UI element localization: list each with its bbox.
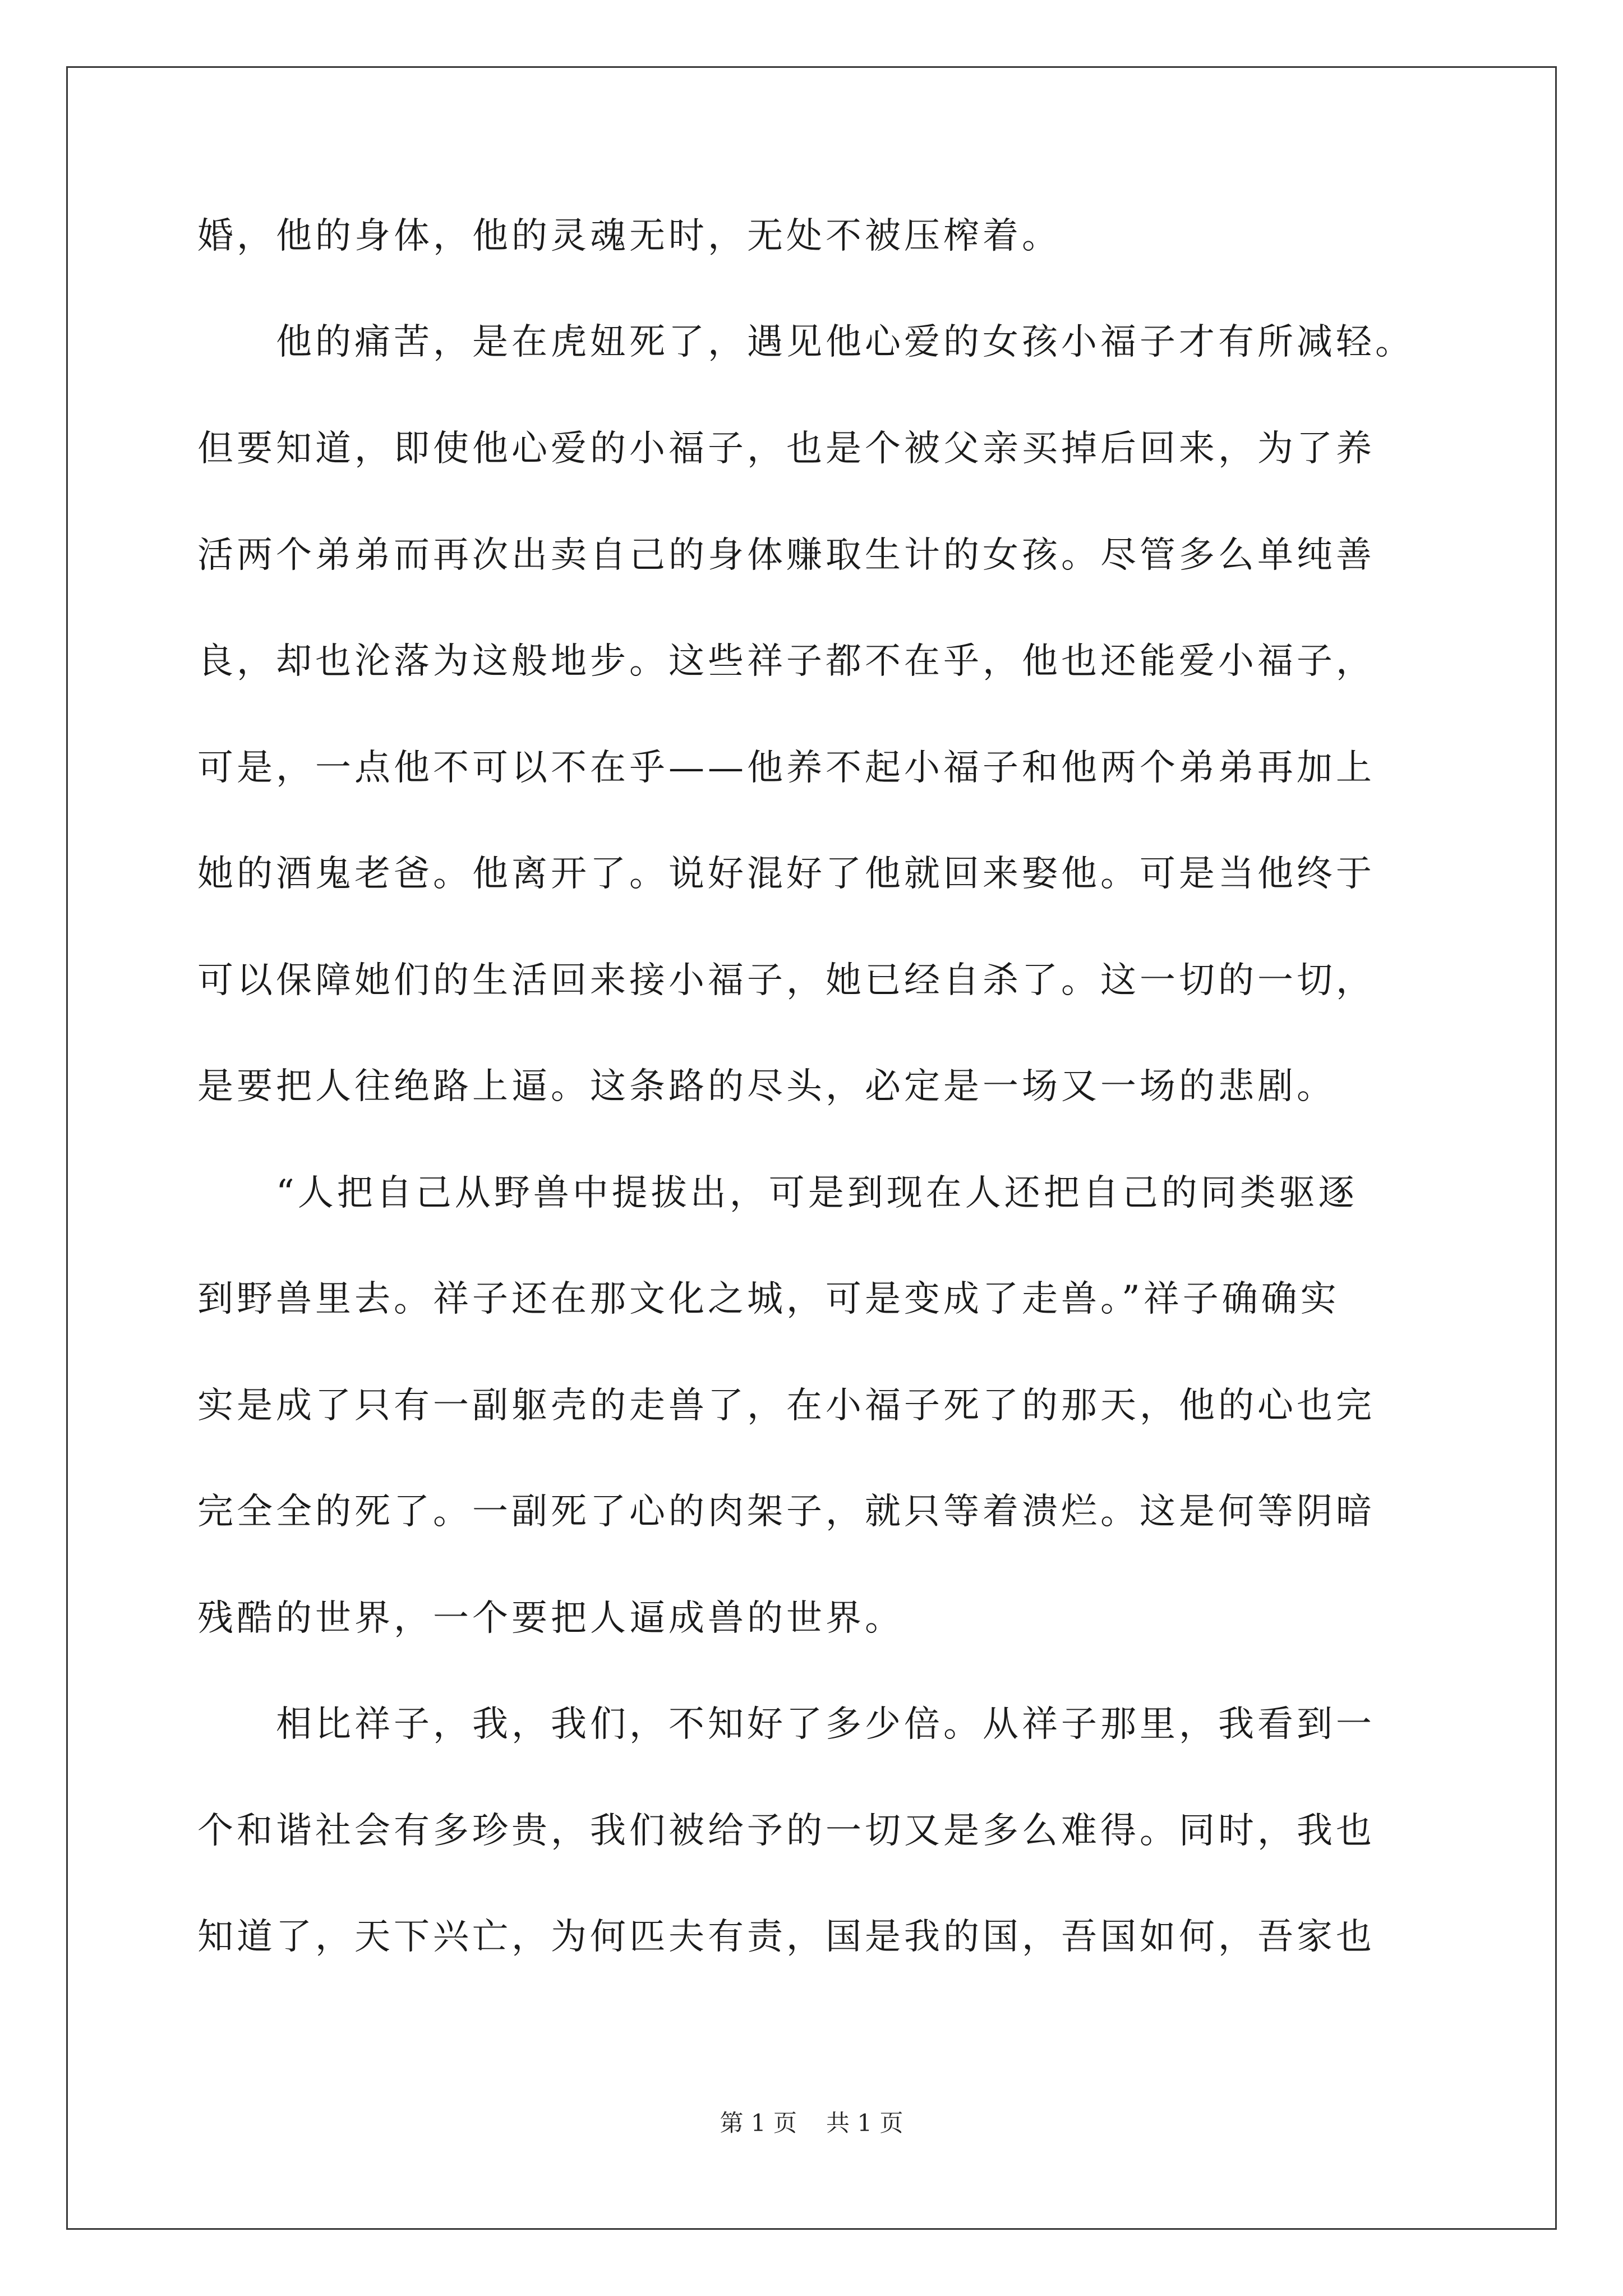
text-line: 是要把人往绝路上逼。这条路的尽头，必定是一场又一场的悲剧。 [197, 1066, 1336, 1107]
text-line: 到野兽里去。祥子还在那文化之城，可是变成了走兽。”祥子确确实 [197, 1278, 1340, 1320]
text-line: 他的痛苦，是在虎妞死了，遇见他心爱的女孩小福子才有所减轻。 [197, 321, 1414, 363]
text-line: 可以保障她们的生活回来接小福子，她已经自杀了。这一切的一切， [197, 960, 1375, 1001]
text-line: 她的酒鬼老爸。他离开了。说好混好了他就回来娶他。可是当他终于 [197, 853, 1375, 895]
page-footer [0, 2109, 1623, 2137]
text-line: 残酷的世界，一个要把人逼成兽的世界。 [197, 1598, 904, 1639]
text-line: 知道了，天下兴亡，为何匹夫有责，国是我的国，吾国如何，吾家也 [197, 1916, 1375, 1958]
page-total: 共 1 页 [826, 2109, 903, 2137]
page-border [66, 66, 1557, 2230]
text-line: 婚，他的身体，他的灵魂无时，无处不被压榨着。 [197, 215, 1061, 257]
text-line: 活两个弟弟而再次出卖自己的身体赚取生计的女孩。尽管多么单纯善 [197, 535, 1375, 576]
text-line: 完全全的死了。一副死了心的肉架子，就只等着溃烂。这是何等阴暗 [197, 1491, 1375, 1533]
text-line: 良，却也沦落为这般地步。这些祥子都不在乎，他也还能爱小福子， [197, 641, 1375, 682]
text-line: 但要知道，即使他心爱的小福子，也是个被父亲买掉后回来，为了养 [197, 428, 1375, 470]
text-line: 个和谐社会有多珍贵，我们被给予的一切又是多么难得。同时，我也 [197, 1810, 1375, 1852]
text-line: 可是，一点他不可以不在乎——他养不起小福子和他两个弟弟再加上 [197, 747, 1375, 789]
page-number: 第 1 页 [720, 2109, 797, 2137]
text-line: “人把自己从野兽中提拔出，可是到现在人还把自己的同类驱逐 [197, 1172, 1358, 1214]
text-line: 相比祥子，我，我们，不知好了多少倍。从祥子那里，我看到一 [197, 1704, 1375, 1745]
text-line: 实是成了只有一副躯壳的走兽了，在小福子死了的那天，他的心也完 [197, 1385, 1375, 1427]
